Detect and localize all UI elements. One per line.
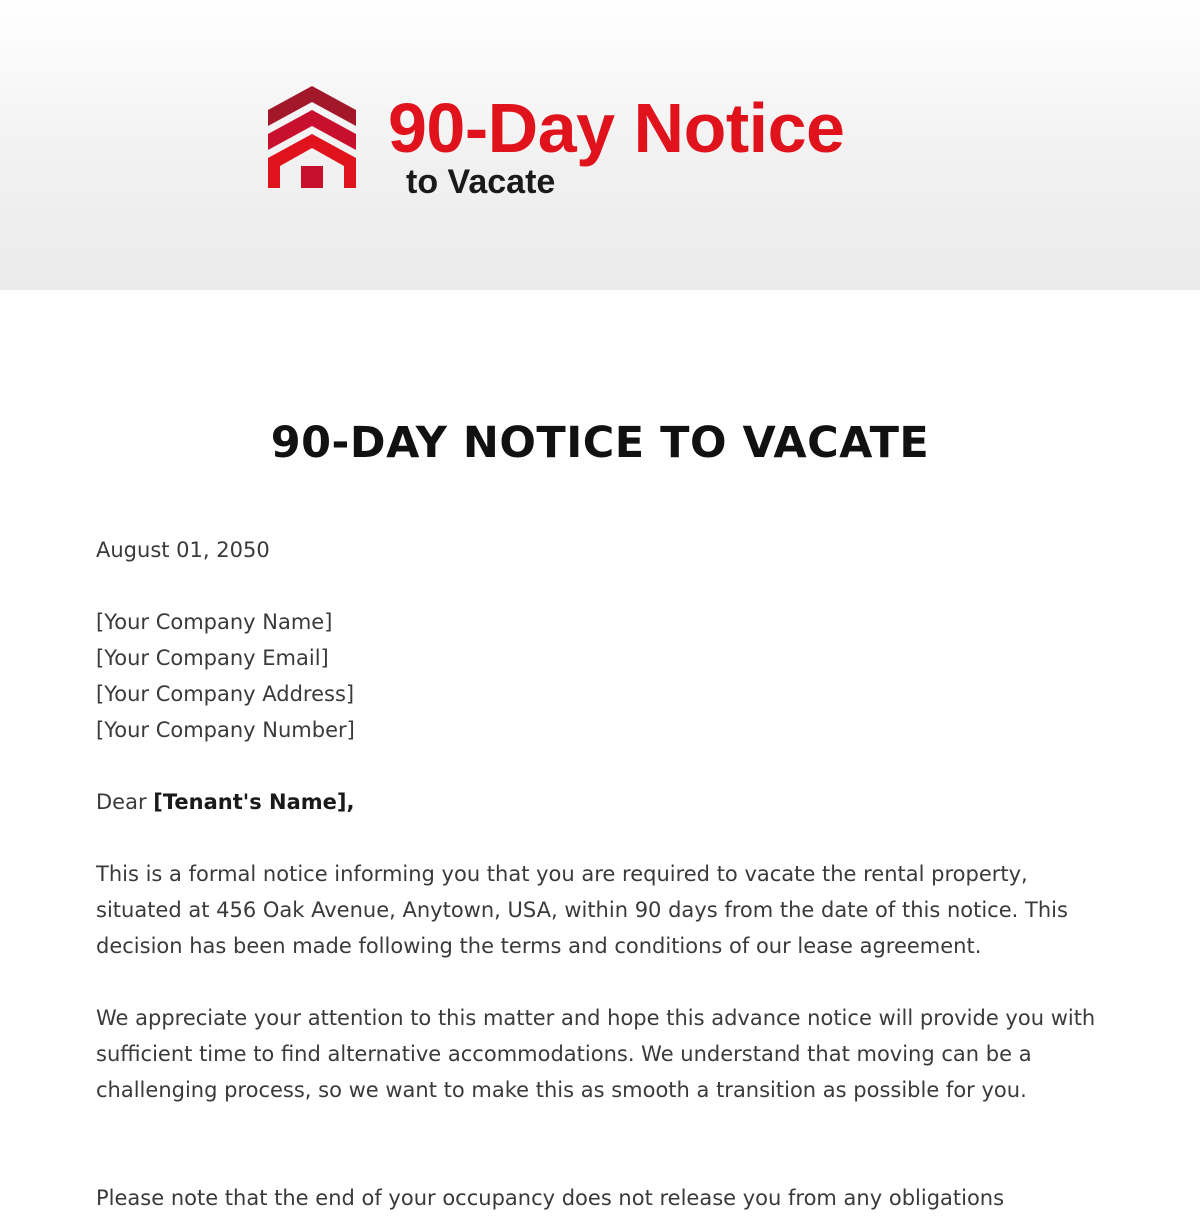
logo-subtitle: to Vacate <box>406 163 556 201</box>
company-email: [Your Company Email] <box>96 646 329 670</box>
tenant-name: [Tenant's Name], <box>153 790 355 814</box>
greeting <box>96 784 1116 820</box>
logo-title: 90-Day Notice <box>388 89 845 167</box>
company-number: [Your Company Number] <box>96 718 355 742</box>
paragraph-appreciation: We appreciate your attention to this matter and hope this advance notice will provide you with sufficient time to find alternative accommodations. We understand that moving can be a challenging process, so we want to make this as smooth a transition as possible for you. <box>96 1006 1096 1102</box>
document-title: 90-DAY NOTICE TO VACATE <box>270 418 930 468</box>
house-chevron-icon <box>262 86 362 190</box>
company-address: [Your Company Address] <box>96 682 355 706</box>
greeting-prefix: Dear <box>96 790 147 814</box>
paragraph-obligations: Please note that the end of your occupancy does not release you from any obligations <box>96 1186 1005 1210</box>
header-banner <box>0 0 1200 290</box>
logo <box>262 84 902 204</box>
company-name: [Your Company Name] <box>96 610 333 634</box>
letter-date: August 01, 2050 <box>96 538 270 562</box>
paragraph-notice: This is a formal notice informing you that you are required to vacate the rental property, situated at 456 Oak Avenue, Anytown, USA, within 90 days from the date of this notice. This decision has been made following the terms and conditions of our lease agreement. <box>96 862 1068 958</box>
sender-block <box>96 604 1116 748</box>
